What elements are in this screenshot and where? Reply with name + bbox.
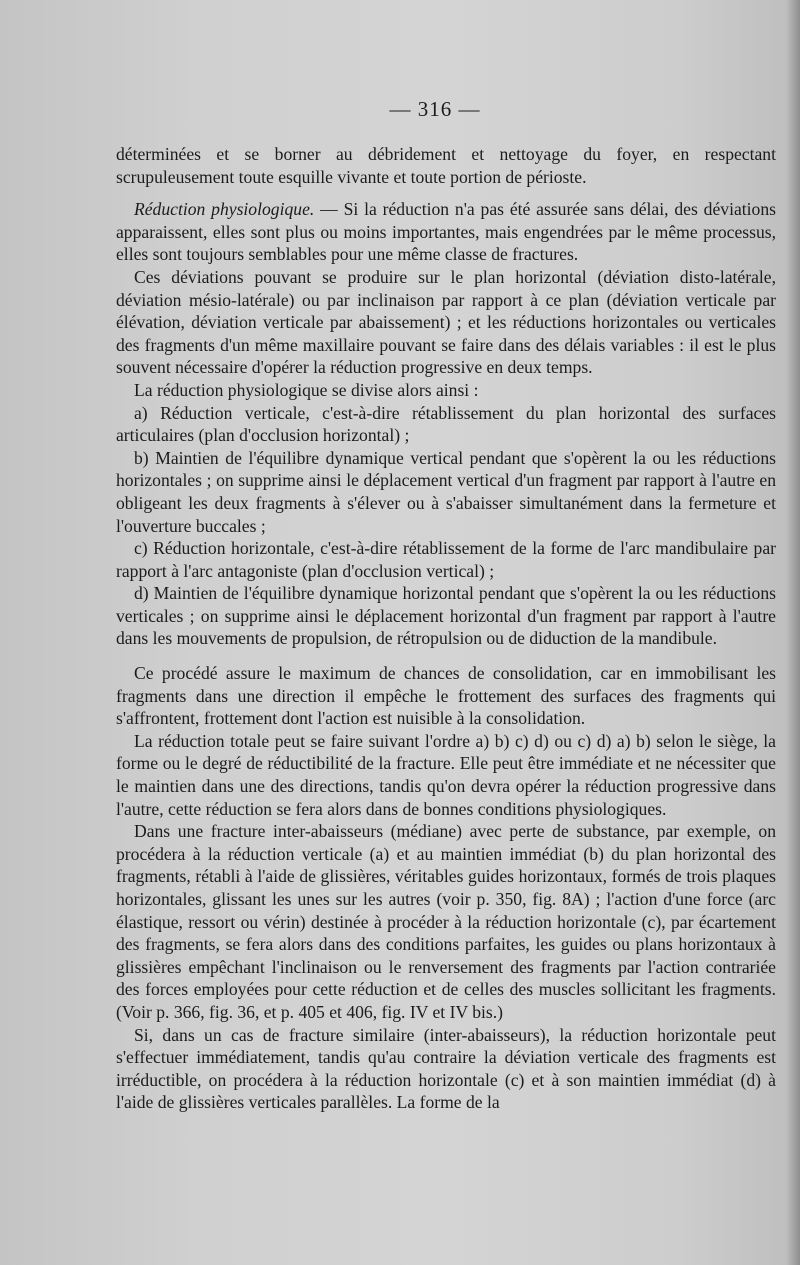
paragraph-with-heading xyxy=(116,198,776,266)
page-number: — 316 — xyxy=(389,97,481,121)
page-edge-shadow xyxy=(786,0,800,1265)
paragraph: Ces déviations pouvant se produire sur le plan horizontal (déviation disto-latérale, déviation mésio-latérale) ou par inclinaison par rapport à ce plan (déviation verticale par élévation, déviation verticale par abaissement) ; et les réductions horizontales ou verticales des fragments d'un même maxillaire pouvant se faire dans des délais variables : il est le plus souvent nécessaire d'opérer la réduction progressive en deux temps. xyxy=(116,266,776,378)
section-heading: Réduction physiologique. xyxy=(134,199,315,220)
paragraph: Si, dans un cas de fracture similaire (inter-abaisseurs), la réduction horizontale peut s'effectuer immédiatement, tandis qu'au contraire la déviation verticale des fragments est irréductible, on procédera à la réduction horizontale (c) et à son maintien immédiat (d) à l'aide de glissières verticales parallèles. La forme de la xyxy=(116,1024,776,1113)
list-item-d: d) Maintien de l'équilibre dynamique horizontal pendant que s'opèrent la ou les réductions verticales ; on supprime ainsi le déplacement horizontal d'un fragment par rapport à l'autre dans les mouvements de propulsion, de rétropulsion ou de diduction de la mandibule. xyxy=(116,583,776,649)
list-item-b: b) Maintien de l'équilibre dynamique vertical pendant que s'opèrent la ou les réductions horizontales ; on supprime ainsi le déplacement vertical d'un fragment par rapport à l'autre en obligeant les deux fragments à s'élever ou à s'abaisser simultanément dans la fermeture et l'ouverture buccales ; xyxy=(116,447,776,536)
list-item-c: c) Réduction horizontale, c'est-à-dire rétablissement de la forme de l'arc mandibulaire par rapport à l'arc antagoniste (plan d'occlusion vertical) ; xyxy=(116,538,776,581)
paragraph: La réduction totale peut se faire suivant l'ordre a) b) c) d) ou c) d) a) b) selon le siège, la forme ou le degré de réductibilité de la fracture. Elle peut être immédiate et ne nécessiter que le maintien dans une des directions, tandis qu'on devra opérer la réduction progressive dans l'autre, cette réduction se fera alors dans de bonnes conditions physiologiques. xyxy=(116,730,776,819)
paragraph: Dans une fracture inter-abaisseurs (médiane) avec perte de substance, par exemple, on procédera à la réduction verticale (a) et au maintien immédiat (b) du plan horizontal des fragments, rétabli à l'aide de glissières, véritables guides horizontaux, formés de trois plaques horizontales, glissant les unes sur les autres (voir p. 350, fig. 8A) ; l'action d'une force (arc élastique, ressort ou vérin) destinée à procéder à la réduction horizontale (c), par écartement des fragments, se fera alors dans des conditions parfaites, les guides ou plans horizontaux à glissières empêchant l'inclinaison ou le renversement des fragments par l'action contrariée des forces employées pour cette réduction et de celles des muscles sollicitant les fragments. (Voir p. 366, fig. 36, et p. 405 et 406, fig. IV et IV bis.) xyxy=(116,821,776,1022)
list-item-a: a) Réduction verticale, c'est-à-dire rétablissement du plan horizontal des surfaces articulaires (plan d'occlusion horizontal) ; xyxy=(116,402,776,446)
paragraph: Ce procédé assure le maximum de chances de consolidation, car en immobilisant les fragments dans une direction il empêche le frottement des surfaces des fragments qui s'affrontent, frottement dont l'action est nuisible à la consolidation. xyxy=(116,663,776,729)
paragraph: déterminées et se borner au débridement et nettoyage du foyer, en respectant scrupuleusement toute esquille vivante et toute portion de périoste. xyxy=(116,144,776,187)
paragraph: La réduction physiologique se divise alors ainsi : xyxy=(134,379,479,400)
body-text xyxy=(116,143,776,1114)
paragraph-text: — Si la réduction n'a pas été assurée sans délai, des déviations apparaissent, elles sont plus ou moins importantes, mais engendrées par le même processus, elles sont toujours semblables pour une même classe de fractures. xyxy=(116,199,776,265)
